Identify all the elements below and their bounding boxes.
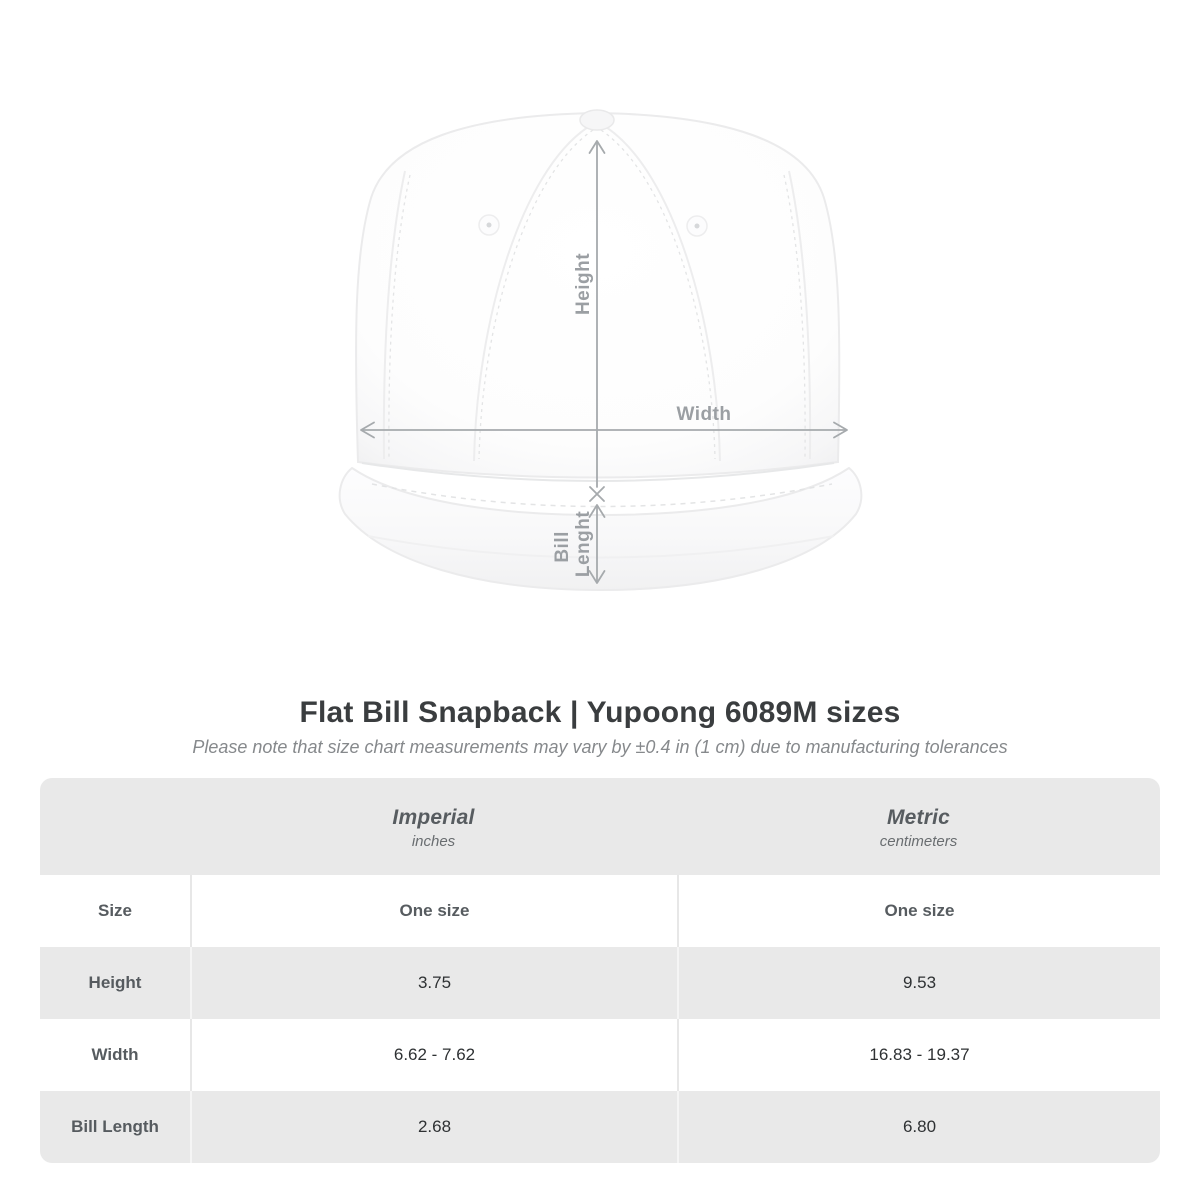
table-row-width bbox=[40, 1019, 1160, 1091]
header-cell-empty bbox=[40, 778, 190, 875]
table-row-height bbox=[40, 947, 1160, 1019]
metric-label: Metric bbox=[886, 806, 951, 829]
height-x-marker bbox=[590, 487, 604, 501]
header-cell-imperial bbox=[190, 778, 677, 875]
table-row-size bbox=[40, 875, 1160, 947]
width-label: Width bbox=[676, 404, 732, 425]
height-label: Height bbox=[573, 252, 594, 316]
imperial-value-cell: 3.75 bbox=[190, 947, 677, 1019]
metric-value-cell: 16.83 - 19.37 bbox=[677, 1019, 1160, 1091]
size-table bbox=[40, 778, 1160, 1163]
metric-unit: centimeters bbox=[879, 833, 958, 850]
tolerance-note: Please note that size chart measurements may vary by ±0.4 in (1 cm) due to manufacturing tolerances bbox=[192, 737, 1008, 757]
metric-value-cell: 9.53 bbox=[677, 947, 1160, 1019]
cap-eyelet bbox=[479, 215, 499, 235]
metric-value-cell: 6.80 bbox=[677, 1091, 1160, 1163]
imperial-value-cell: One size bbox=[190, 875, 677, 947]
imperial-label: Imperial bbox=[392, 806, 475, 829]
row-label-cell: Bill Length bbox=[71, 1117, 159, 1136]
cap-eyelet bbox=[687, 216, 707, 236]
row-label-cell: Height bbox=[88, 973, 142, 992]
table-row-bill-length bbox=[40, 1091, 1160, 1163]
bill-length-label: Bill Lenght bbox=[552, 510, 594, 578]
imperial-value-cell: 6.62 - 7.62 bbox=[190, 1019, 677, 1091]
cap-button bbox=[580, 110, 614, 130]
page-title: Flat Bill Snapback | Yupoong 6089M sizes bbox=[299, 696, 901, 729]
size-table-header bbox=[40, 778, 1160, 875]
imperial-value-cell: 2.68 bbox=[190, 1091, 677, 1163]
metric-value-cell: One size bbox=[677, 875, 1160, 947]
cap-bill bbox=[340, 468, 862, 590]
header-cell-metric bbox=[677, 778, 1160, 875]
imperial-unit: inches bbox=[411, 833, 456, 850]
row-label-cell: Size bbox=[97, 901, 133, 920]
row-label-cell: Width bbox=[91, 1045, 139, 1064]
